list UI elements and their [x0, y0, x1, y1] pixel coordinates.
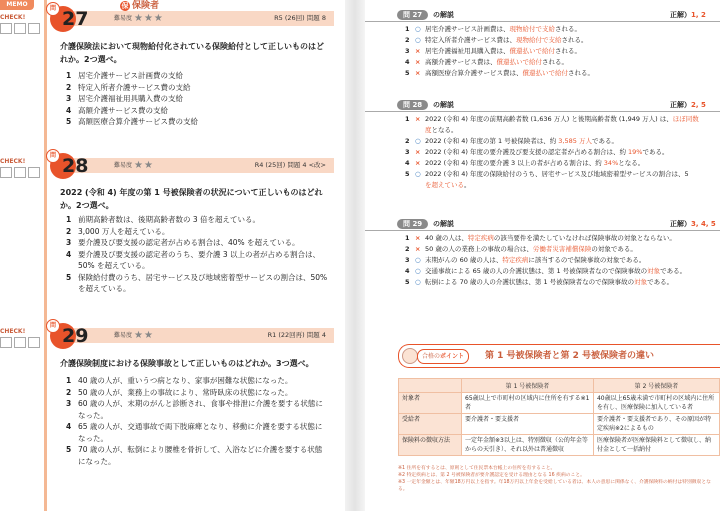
section-icon: 保 [121, 2, 129, 10]
option-item[interactable]: 1 居宅介護サービス計画費の支給 [66, 71, 183, 80]
answer-text-part: 居宅介護サービス計画費は、 [425, 25, 510, 33]
row-header: 受給者 [399, 414, 462, 435]
answer-highlight: 3,585 万人 [558, 137, 592, 145]
option-item[interactable]: 2 特定入所者介護サービス費の支給 [66, 82, 191, 92]
answer-row [405, 136, 720, 147]
answer-row [405, 125, 720, 136]
check-square[interactable] [14, 23, 26, 34]
answer-text [425, 277, 720, 288]
question-number: 27 [62, 8, 89, 30]
difficulty-stars: ★★★ [134, 13, 164, 24]
right-page [365, 0, 720, 511]
answer-mark-icon: × [415, 47, 421, 55]
answer-number: 4 [405, 159, 410, 167]
answer-row [405, 158, 720, 169]
point-box [398, 344, 720, 511]
answer-block-27 [365, 10, 720, 77]
answer-text-part: される。 [542, 58, 568, 66]
answer-text-part: となる。 [431, 126, 458, 134]
answer-title: の解説 [433, 101, 454, 109]
point-title: 第 1 号被保険者と第 2 号被保険者の違い [485, 351, 655, 361]
answer-text-part: である。 [660, 267, 687, 275]
option-item[interactable]: 3 60 歳の人が、末期のがんと診断され、食事や排泄に介護を要する状態になった。 [66, 399, 323, 420]
table-header: 第 2 号被保険者 [593, 379, 719, 393]
answer-text-part: 50 歳の人の業務上の事故の場合は、 [425, 245, 533, 253]
check-box-q28 [0, 158, 40, 178]
answer-text-part: の該当要件を満たしていなければ保険事故の対象とならない。 [493, 234, 676, 242]
answer-mark-icon: × [415, 69, 421, 77]
answer-row [405, 35, 720, 46]
answer-row [405, 57, 720, 68]
question-number-circle [49, 322, 89, 349]
question-text: 介護保険制度における保険事故として正しいものはどれか。3つ選べ。 [60, 359, 314, 368]
option-list [66, 70, 328, 128]
answer-highlight: 労働者災害補償保険 [532, 245, 592, 253]
answer-number: 4 [405, 58, 410, 66]
answer-text [425, 180, 720, 191]
question-band [74, 11, 334, 26]
answer-highlight: 現物給付で支給 [509, 25, 555, 33]
answer-highlight: 償還払いで給付 [522, 69, 568, 77]
answer-text-part: 2022 (令和 4) 年度の要介護及び要支援の認定者が占める割合は、約 [425, 148, 629, 156]
answer-number: 5 [405, 170, 410, 178]
question-text: 2022 (令和 4) 年度の第 1 号被保険者の状況について正しいものはどれか。2つ選べ。 [60, 188, 323, 210]
answer-text-part: である。 [642, 148, 669, 156]
answer-mark-icon: ○ [415, 36, 421, 44]
option-item[interactable]: 5 高額医療合算介護サービス費の支給 [66, 117, 198, 126]
answer-header [365, 219, 720, 231]
answer-text-part: 転倒による 70 歳の人の介護状態は、第 1 号被保険者なので保険事故の [425, 278, 635, 286]
question-number-circle [49, 152, 89, 179]
answer-text [425, 24, 720, 35]
answer-row [405, 266, 720, 277]
answer-highlight: 償還払いで給付 [496, 58, 542, 66]
answer-number: 4 [405, 267, 410, 275]
answer-number: 3 [405, 47, 410, 55]
answer-badge: 問 28 [397, 100, 428, 110]
option-item[interactable]: 5 70 歳の人が、転倒により腰椎を骨折して、入浴などに介護を要する状態になった。 [66, 445, 323, 466]
check-box-q29 [0, 328, 40, 348]
answer-row [405, 180, 720, 191]
answer-text-part: 40 歳の人は、 [425, 234, 468, 242]
answer-mark-icon: ○ [415, 278, 421, 286]
answer-mark-icon: ○ [415, 25, 421, 33]
answer-mark-icon: × [415, 245, 421, 253]
check-square[interactable] [0, 167, 12, 178]
answer-text [425, 169, 720, 180]
answer-row [405, 244, 720, 255]
answer-mark-icon: × [415, 58, 421, 66]
answer-text [425, 233, 720, 244]
answer-text [425, 68, 720, 79]
option-item[interactable]: 3 居宅介護福祉用具購入費の支給 [66, 94, 183, 103]
question-reference: R4 (25回) 問題 4 <改> [254, 161, 326, 169]
answer-highlight: を超えている [425, 181, 464, 189]
answer-text-part: である。 [647, 278, 674, 286]
answer-text [425, 266, 720, 277]
correct-answer: 正解）1, 2 [670, 11, 706, 19]
answer-highlight: 償還払いで給付 [509, 47, 555, 55]
answer-highlight: 対象 [634, 278, 648, 286]
answer-text-part: に該当するので保険事故の対象である。 [528, 256, 646, 264]
footnotes [398, 465, 720, 493]
answer-row [405, 68, 720, 79]
table-cell: 一定年金額※3以上は、特別徴収（公的年金等からの天引き）、それ以外は普通徴収 [462, 435, 594, 456]
answer-text-part: 2022 (令和 4) 年度の第 1 号被保険者は、約 [425, 137, 559, 145]
question-header-28 [50, 153, 330, 179]
answer-highlight: 特定疾病 [502, 256, 529, 264]
answer-text [425, 255, 720, 266]
answer-highlight: ほぼ同数 [672, 115, 699, 123]
answer-text-part: の対象である。 [591, 245, 637, 253]
answer-number: 5 [405, 278, 410, 286]
table-header-row [399, 379, 720, 393]
comparison-table [398, 378, 720, 456]
answer-text [425, 136, 720, 147]
answer-text-part: 特定入所者介護サービス費は、 [425, 36, 516, 44]
answer-highlight: 特定疾病 [467, 234, 494, 242]
table-row [399, 393, 720, 414]
answer-mark-icon: × [415, 148, 421, 156]
answer-text [425, 46, 720, 57]
question-header-27 [50, 6, 330, 32]
answer-text-part: である。 [591, 137, 618, 145]
answer-number: 3 [405, 148, 410, 156]
answer-row [405, 169, 720, 180]
question-reference: R1 (22回再) 問題 4 [267, 331, 326, 339]
answer-number: 5 [405, 69, 410, 77]
question-text: 介護保険法において現物給付化されている保険給付として正しいものはどれか。2つ選べ。 [60, 42, 324, 64]
answer-highlight: 度 [425, 126, 432, 134]
mascot-icon [402, 348, 418, 364]
difficulty-label: 難易度 [114, 162, 133, 169]
table-cell: 65歳以上で市町村の区域内に住所を有する※1者 [462, 393, 594, 414]
point-title-bar [398, 344, 720, 368]
answer-badge: 問 27 [397, 10, 428, 20]
correct-answer: 正解）3, 4, 5 [670, 220, 716, 228]
question-header-29 [50, 323, 330, 349]
answer-title: の解説 [433, 220, 454, 228]
answer-text-part: される。 [555, 25, 581, 33]
answer-number: 1 [405, 234, 410, 242]
answer-mark-icon: × [415, 115, 421, 123]
correct-answer: 正解）2, 5 [670, 101, 706, 109]
answer-mark-icon: × [415, 159, 421, 167]
answer-text [425, 158, 720, 169]
answer-text-part: 高額介護サービス費は、 [425, 58, 497, 66]
difficulty-stars: ★★ [134, 330, 154, 341]
option-list [66, 214, 328, 295]
check-square[interactable] [14, 167, 26, 178]
option-item[interactable]: 3 要介護及び要支援の認定者が占める割合は、40% を超えている。 [66, 238, 300, 247]
footnote: ※1 住所を有するとは、原則として住民票本台帳上の住所を有すること。 [398, 466, 556, 471]
option-list [66, 375, 328, 467]
table-cell: 40歳以上65歳未満で市町村の区域内に住所を有し、医療保険に加入している者 [593, 393, 719, 414]
mon-icon: 問 [46, 319, 60, 333]
answer-highlight: 34% [603, 159, 619, 167]
answer-text-part: 2022 (令和 4) 年度の前期高齢者数 (1,636 万人) と後期高齢者数 (1,949 万人) は、 [425, 115, 673, 123]
answer-number: 2 [405, 137, 410, 145]
answer-text [425, 147, 720, 158]
footnote: ※3 一定年金額とは、年額18万円以上を指す。年18万円以上年金を受給している者は、本人の意思に関係なく、介護保険料の納付は特別徴収となる。 [398, 480, 711, 492]
answer-text-part: される。 [555, 47, 581, 55]
option-item[interactable]: 4 要介護及び要支援の認定者のうち、要介護 3 以上の者が占める割合は、50% を超えている。 [66, 249, 321, 270]
difficulty-stars: ★★ [134, 160, 154, 171]
table-cell: 医療保険者が医療保険料として徴収し、納付金として一括納付 [593, 435, 719, 456]
question-number: 29 [62, 325, 89, 347]
answer-badge: 問 29 [397, 219, 428, 229]
table-cell: 要介護者・要支援者であり、その原因が特定疾病※2によるもの [593, 414, 719, 435]
check-square[interactable] [28, 167, 40, 178]
question-band [74, 328, 334, 343]
answer-mark-icon [415, 180, 425, 191]
answer-mark-icon: ○ [415, 267, 421, 275]
check-box-q27 [0, 14, 40, 34]
mon-icon: 問 [46, 2, 60, 16]
option-item[interactable]: 5 保険給付費のうち、居宅サービス及び地域密着型サービスの割合は、50% を超えている。 [66, 272, 328, 293]
difficulty-label: 難易度 [114, 332, 133, 339]
answer-highlight: 対象 [647, 267, 661, 275]
check-square[interactable] [14, 337, 26, 348]
answer-mark-icon: ○ [415, 256, 421, 264]
answer-text-part: 末期がんの 60 歳の人は、 [425, 256, 503, 264]
answer-text [425, 125, 720, 136]
answer-mark-icon: ○ [415, 137, 421, 145]
answer-row [405, 46, 720, 57]
answer-number: 2 [405, 36, 410, 44]
option-item[interactable]: 4 高額介護サービス費の支給 [66, 105, 168, 115]
margin-column [0, 0, 46, 511]
check-label: CHECK! [0, 328, 26, 335]
option-item[interactable]: 4 65 歳の人が、交通事故で両下肢麻痺となり、移動に介護を要する状態になった。 [66, 422, 323, 443]
answer-text-part: 。 [464, 181, 471, 189]
table-row [399, 414, 720, 435]
answer-text [425, 244, 720, 255]
answer-text-part: 高額医療合算介護サービス費は、 [425, 69, 523, 77]
answer-text-part: 交通事故による 65 歳の人の介護状態は、第 1 号被保険者なので保険事故の [425, 267, 648, 275]
check-square[interactable] [0, 337, 12, 348]
answer-number [405, 125, 415, 136]
check-square[interactable] [0, 23, 12, 34]
answer-text-part: 2022 (令和 4) 年度の要介護 3 以上の者が占める割合は、約 [425, 159, 604, 167]
option-item[interactable]: 1 前期高齢者数は、後期高齢者数の 3 倍を超えている。 [66, 215, 261, 224]
answer-rows [405, 233, 720, 288]
answer-block-28 [365, 100, 720, 189]
table-cell: 要介護者・要支援者 [462, 414, 594, 435]
answer-number: 3 [405, 256, 410, 264]
check-label: CHECK! [0, 158, 26, 165]
answer-text-part: される。 [561, 36, 588, 44]
answer-text [425, 57, 720, 68]
answer-block-29 [365, 219, 720, 286]
answer-text [425, 114, 720, 125]
difficulty-label: 難易度 [114, 15, 133, 22]
question-number: 28 [62, 155, 89, 177]
answer-mark-icon: × [415, 234, 421, 242]
memo-tab: MEMO [0, 0, 34, 10]
answer-header [365, 100, 720, 112]
answer-number [405, 180, 415, 191]
answer-rows [405, 114, 720, 191]
table-header [399, 379, 462, 393]
question-reference: R5 (26回) 問題 8 [274, 14, 326, 22]
answer-mark-icon [415, 125, 425, 136]
book-gutter [345, 0, 365, 511]
question-band [74, 158, 334, 173]
check-square[interactable] [28, 23, 40, 34]
answer-text [425, 35, 720, 46]
mon-icon: 問 [46, 149, 60, 163]
option-item[interactable]: 2 3,000 万人を超えている。 [66, 226, 170, 236]
check-square[interactable] [28, 337, 40, 348]
section-title: 保 保険者 [121, 1, 160, 11]
footnote: ※2 特定疾病とは、第 2 号被保険者が要介護認定を受ける理由となる 16 疾病のこと。 [398, 473, 585, 478]
answer-number: 1 [405, 25, 410, 33]
answer-row [405, 24, 720, 35]
table-header: 第 1 号被保険者 [462, 379, 594, 393]
row-header: 対象者 [399, 393, 462, 414]
answer-number: 2 [405, 245, 410, 253]
check-label: CHECK! [0, 14, 26, 21]
question-number-circle [49, 5, 89, 32]
answer-text-part: となる。 [618, 159, 645, 167]
answer-row [405, 147, 720, 158]
answer-row [405, 233, 720, 244]
left-page [0, 0, 345, 511]
answer-title: の解説 [433, 11, 454, 19]
answer-text-part: 居宅介護福祉用具購入費は、 [425, 47, 510, 55]
answer-highlight: 19% [628, 148, 643, 156]
answer-number: 1 [405, 115, 410, 123]
answer-row [405, 277, 720, 288]
answer-rows [405, 24, 720, 79]
row-header: 保険料の徴収方法 [399, 435, 462, 456]
answer-header [365, 10, 720, 22]
margin-divider [44, 0, 47, 511]
point-badge: 合格のポイント [417, 349, 469, 364]
answer-row [405, 255, 720, 266]
option-item[interactable]: 2 50 歳の人が、業務上の事故により、常時臥床の状態になった。 [66, 387, 293, 397]
answer-highlight: 現物給付で支給 [516, 36, 562, 44]
answer-mark-icon: ○ [415, 170, 421, 178]
answer-text-part: される。 [568, 69, 594, 77]
table-row [399, 435, 720, 456]
option-item[interactable]: 1 40 歳の人が、重いうつ病となり、家事が困難な状態になった。 [66, 376, 293, 385]
answer-row [405, 114, 720, 125]
answer-text-part: 2022 (令和 4) 年度の保険給付のうち、居宅サービス及び地域密着型サービスの割合は、5 [425, 170, 689, 178]
